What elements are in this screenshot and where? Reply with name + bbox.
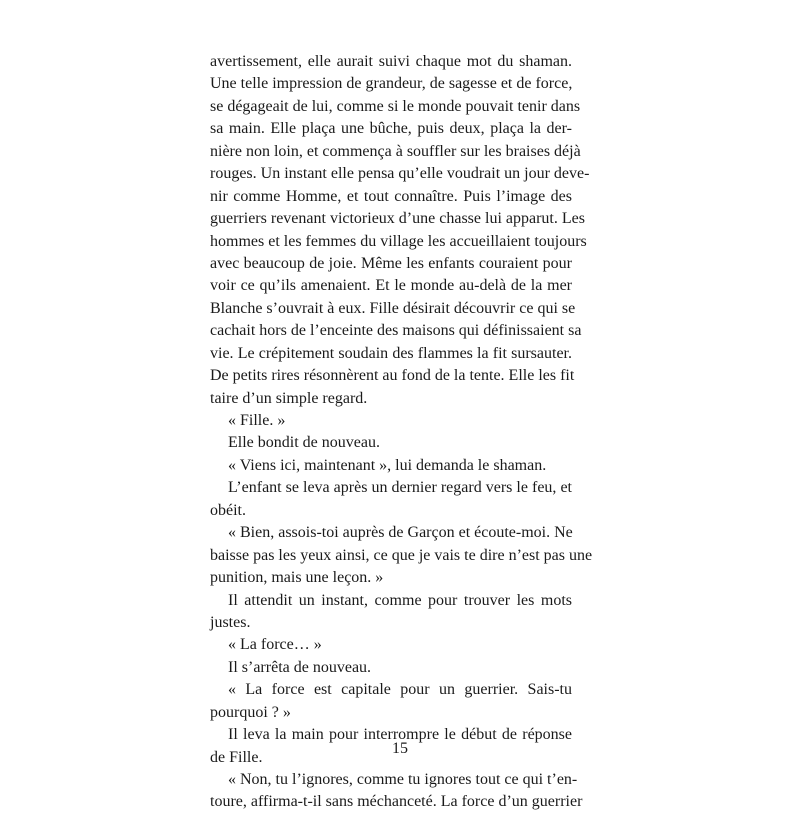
text-line: sa main. Elle plaça une bûche, puis deux, plaça la der- bbox=[210, 120, 572, 138]
text-line: « La force est capitale pour un guerrier. Sais-tu bbox=[228, 681, 572, 699]
body-text bbox=[210, 51, 593, 814]
text-line: L’enfant se leva après un dernier regard vers le feu, et bbox=[228, 479, 572, 497]
text-line: toure, affirma-t-il sans méchanceté. La force d’un guerrier bbox=[210, 793, 583, 811]
text-line: nière non loin, et commença à souffler sur les braises déjà bbox=[210, 142, 581, 160]
text-line: vie. Le crépitement soudain des flammes la fit sursauter. bbox=[210, 344, 572, 362]
text-line: punition, mais une leçon. » bbox=[210, 569, 384, 587]
text-line: cachait hors de l’enceinte des maisons qui définissaient sa bbox=[210, 322, 582, 340]
text-line: justes. bbox=[210, 613, 251, 631]
text-line: « Non, tu l’ignores, comme tu ignores tout ce qui t’en- bbox=[228, 771, 578, 788]
text-line: « Bien, assois-toi auprès de Garçon et écoute-moi. Ne bbox=[228, 524, 573, 542]
text-line: baisse pas les yeux ainsi, ce que je vais te dire n’est pas une bbox=[210, 546, 593, 564]
text-line: taire d’un simple regard. bbox=[210, 389, 368, 407]
text-line: hommes et les femmes du village les accueillaient toujours bbox=[210, 232, 587, 250]
text-line: Il s’arrêta de nouveau. bbox=[228, 658, 372, 676]
text-line: « La force… » bbox=[228, 636, 322, 654]
text-line: pourquoi ? » bbox=[210, 703, 291, 721]
text-line: nir comme Homme, et tout connaître. Puis l’image des bbox=[210, 187, 572, 205]
text-line: guerriers revenant victorieux d’une chasse lui apparut. Les bbox=[210, 210, 585, 228]
text-line: Il leva la main pour interrompre le début de réponse bbox=[228, 726, 572, 744]
text-line: Elle bondit de nouveau. bbox=[228, 434, 380, 452]
text-line: « Fille. » bbox=[228, 412, 286, 429]
text-line: Une telle impression de grandeur, de sagesse et de force, bbox=[210, 75, 573, 93]
text-line: voir ce qu’ils amenaient. Et le monde au-delà de la mer bbox=[210, 277, 572, 295]
text-line: se dégageait de lui, comme si le monde pouvait tenir dans bbox=[210, 97, 581, 115]
text-line: obéit. bbox=[210, 501, 246, 519]
text-line: Blanche s’ouvrait à eux. Fille désirait découvrir ce qui se bbox=[210, 299, 576, 317]
text-line: Il attendit un instant, comme pour trouver les mots bbox=[228, 591, 572, 609]
text-line: avertissement, elle aurait suivi chaque mot du shaman. bbox=[210, 53, 572, 70]
text-line: avec beaucoup de joie. Même les enfants couraient pour bbox=[210, 254, 572, 272]
page-number: 15 bbox=[392, 740, 408, 757]
text-line: De petits rires résonnèrent au fond de la tente. Elle les fit bbox=[210, 367, 575, 385]
text-line: rouges. Un instant elle pensa qu’elle voudrait un jour deve- bbox=[210, 165, 590, 183]
text-line: de Fille. bbox=[210, 748, 263, 766]
text-line: « Viens ici, maintenant », lui demanda le shaman. bbox=[228, 456, 547, 474]
